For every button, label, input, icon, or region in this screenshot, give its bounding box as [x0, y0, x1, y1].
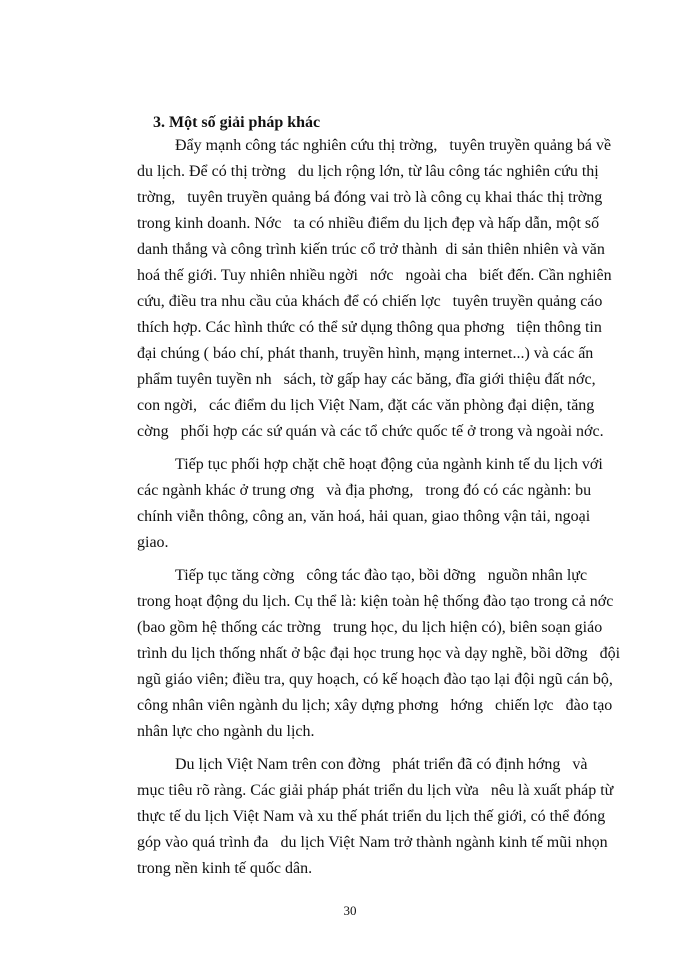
paragraph-3-line-6: công nhân viên ngành du lịch; xây dựng phơng hớng chiến lợc đào tạo: [137, 697, 613, 714]
paragraph-2-line-1: Tiếp tục phối hợp chặt chẽ hoạt động của ngành kinh tế du lịch với: [175, 456, 603, 473]
paragraph-1-line-8: thích hợp. Các hình thức có thể sử dụng thông qua phơng tiện thông tin: [137, 319, 602, 336]
paragraph-4-line-1: Du lịch Việt Nam trên con đờng phát triển đã có định hớng và: [175, 756, 588, 773]
paragraph-1-line-6: hoá thế giới. Tuy nhiên nhiều ngời nớc ngoài cha biết đến. Cần nghiên: [137, 267, 612, 284]
paragraph-1-line-10: phẩm tuyên tuyền nh sách, tờ gấp hay các băng, đĩa giới thiệu đất nớc,: [137, 371, 596, 388]
paragraph-1-line-12: cờng phối hợp các sứ quán và các tổ chức quốc tế ở trong và ngoài nớc.: [137, 423, 604, 440]
paragraph-3-line-3: (bao gồm hệ thống các trờng trung học, du lịch hiện có), biên soạn giáo: [137, 619, 603, 636]
section-heading: 3. Một số giải pháp khác: [153, 114, 321, 131]
paragraph-1-line-3: trờng, tuyên truyền quảng bá đóng vai trò là công cụ khai thác thị trờng: [137, 189, 603, 206]
paragraph-4-line-3: thực tế du lịch Việt Nam và xu thế phát triển du lịch thế giới, có thể đóng: [137, 808, 606, 825]
paragraph-2-line-3: chính viễn thông, công an, văn hoá, hải quan, giao thông vận tải, ngoại: [137, 508, 591, 525]
page-number: 30: [343, 903, 357, 918]
paragraph-1-line-4: trong kinh doanh. Nớc ta có nhiều điểm du lịch đẹp và hấp dẫn, một số: [137, 215, 600, 232]
paragraph-3-line-5: ngũ giáo viên; điều tra, quy hoạch, có kế hoạch đào tạo lại đội ngũ cán bộ,: [137, 671, 613, 688]
paragraph-3-line-7: nhân lực cho ngành du lịch.: [137, 723, 315, 740]
paragraph-1-line-1: Đẩy mạnh công tác nghiên cứu thị trờng, tuyên truyền quảng bá về: [175, 137, 612, 154]
paragraph-3-line-4: trình du lịch thống nhất ở bậc đại học trung học và dạy nghề, bồi dỡng đội: [137, 645, 621, 662]
paragraph-1-line-2: du lịch. Để có thị trờng du lịch rộng lớn, từ lâu công tác nghiên cứu thị: [137, 163, 599, 180]
paragraph-4-line-4: góp vào quá trình đa du lịch Việt Nam trở thành ngành kinh tế mũi nhọn: [137, 834, 608, 851]
paragraph-1-line-7: cứu, điều tra nhu cầu của khách để có chiến lợc tuyên truyền quảng cáo: [137, 293, 603, 310]
paragraph-4-line-5: trong nền kinh tế quốc dân.: [137, 860, 313, 877]
paragraph-4-line-2: mục tiêu rõ ràng. Các giải pháp phát triển du lịch vừa nêu là xuất pháp từ: [137, 782, 614, 799]
paragraph-1-line-9: đại chúng ( báo chí, phát thanh, truyền hình, mạng internet...) và các ấn: [137, 345, 594, 362]
paragraph-3-line-1: Tiếp tục tăng cờng công tác đào tạo, bồi dỡng nguồn nhân lực: [175, 567, 588, 584]
paragraph-2-line-2: các ngành khác ở trung ơng và địa phơng, trong đó có các ngành: bu: [137, 482, 592, 499]
paragraph-1-line-11: con ngời, các điểm du lịch Việt Nam, đặt các văn phòng đại diện, tăng: [137, 397, 595, 414]
paragraph-1-line-5: danh thắng và công trình kiến trúc cổ trở thành di sản thiên nhiên và văn: [137, 241, 605, 258]
paragraph-3-line-2: trong hoạt động du lịch. Cụ thể là: kiện toàn hệ thống đào tạo trong cả nớc: [137, 593, 614, 610]
paragraph-2-line-4: giao.: [137, 534, 169, 551]
